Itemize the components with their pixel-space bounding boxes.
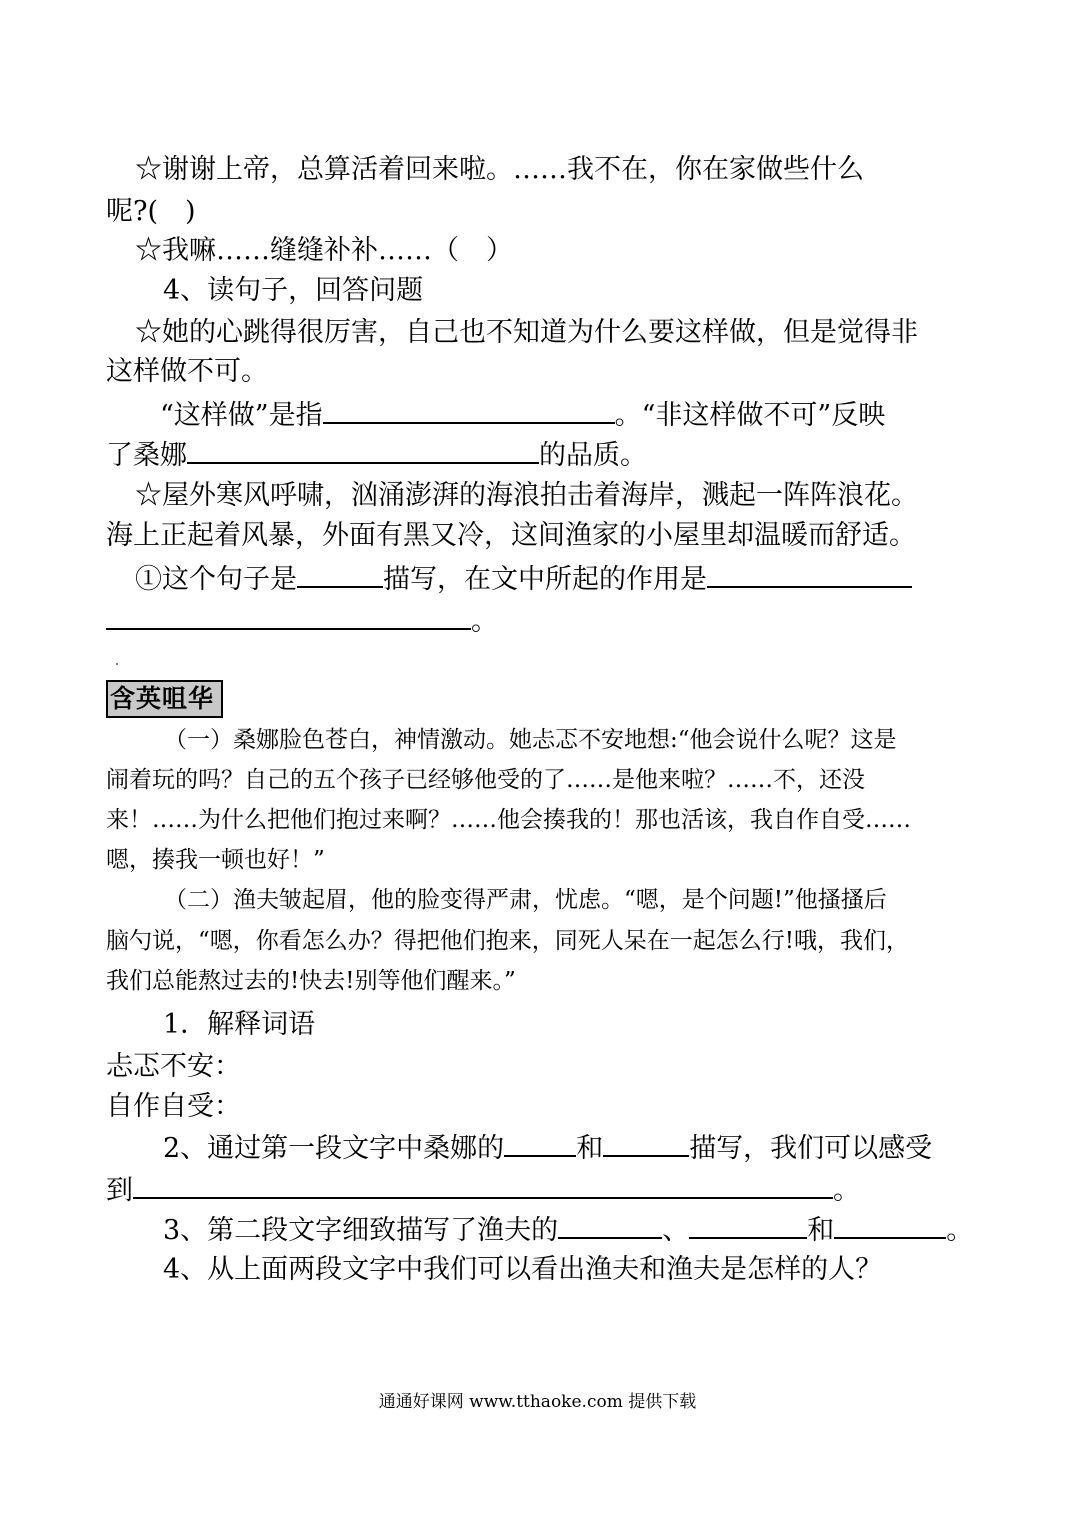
term-line: 忐忑不安： [106,1051,241,1082]
text-line: ☆我嘛……缝缝补补……（ ） [135,235,513,266]
answer-blank[interactable] [504,1129,576,1157]
passage-line: 嗯，揍我一顿也好！” [106,847,325,873]
answer-blank[interactable] [558,1211,662,1239]
text-fragment: 。 [833,1175,860,1206]
text-fragment: 。“非这样做不可”反映 [614,400,886,431]
answer-blank[interactable] [834,1211,946,1239]
answer-blank[interactable] [323,396,615,424]
text-fragment: 了桑娜 [106,440,187,471]
answer-blank[interactable] [133,1171,833,1199]
text-line: ☆屋外寒风呼啸，汹涌澎湃的海浪拍击着海岸，溅起一阵阵浪花。 [135,480,918,511]
fill-in-line [106,436,647,474]
answer-blank[interactable] [689,1211,807,1239]
text-fragment: 。 [946,1215,974,1246]
text-fragment: “这样做”是指 [160,400,323,431]
section-title: 含英咀华 [106,680,223,718]
passage-line: （一）桑娜脸色苍白，神情激动。她忐忑不安地想:“他会说什么呢？这是 [164,727,897,753]
fill-in-line [163,1211,973,1249]
text-fragment: ①这个句子是 [135,564,297,595]
text-line: ☆谢谢上帝，总算活着回来啦。……我不在，你在家做些什么 [135,154,864,185]
answer-blank[interactable] [297,560,383,588]
fill-in-line [163,1129,932,1167]
fill-in-line [135,560,912,598]
text-fragment: 的品质。 [539,440,647,471]
passage-line: 闹着玩的吗？自己的五个孩子已经够他受的了……是他来啦？……不，还没 [106,767,865,793]
text-fragment: 到 [106,1175,133,1206]
passage-line: 来！……为什么把他们抱过来啊？……他会揍我的！那也活该，我自作自受…… [106,807,911,833]
question-title: 1．解释词语 [163,1009,316,1040]
page-footer: 通通好课网 www.tthaoke.com 提供下载 [378,1392,697,1412]
fill-in-line [106,1171,860,1209]
text-line: 呢?( ) [106,196,196,227]
answer-blank[interactable] [106,602,471,630]
text-line: ☆她的心跳得很厉害，自己也不知道为什么要这样做，但是觉得非 [135,317,918,348]
text-line: 这样做不可。 [106,356,268,387]
speck [116,663,118,665]
answer-blank[interactable] [603,1129,689,1157]
text-fragment: 、 [662,1215,690,1246]
passage-line: 我们总能熬过去的!快去!别等他们醒来。” [106,968,516,994]
text-fragment: 描写，在文中所起的作用是 [383,564,707,595]
answer-blank[interactable] [187,436,539,464]
fill-in-line [106,602,498,640]
text-fragment: 和 [807,1215,835,1246]
text-fragment: 3、第二段文字细致描写了渔夫的 [163,1215,559,1246]
answer-blank[interactable] [707,560,912,588]
text-fragment: 2、通过第一段文字中桑娜的 [163,1133,505,1164]
text-fragment: 描写，我们可以感受 [689,1133,933,1164]
passage-line: （二）渔夫皱起眉，他的脸变得严肃，忧虑。“嗯，是个问题!”他搔搔后 [164,887,887,913]
term-line: 自作自受： [106,1091,241,1122]
text-fragment: 和 [576,1133,604,1164]
passage-line: 脑勺说，“嗯，你看怎么办？得把他们抱来，同死人呆在一起怎么行!哦，我们， [106,928,910,954]
question-text: 4、从上面两段文字中我们可以看出渔夫和渔夫是怎样的人？ [163,1254,883,1285]
text-fragment: 。 [471,606,498,637]
fill-in-line [160,396,885,434]
text-line: 海上正起着风暴，外面有黑又冷，这间渔家的小屋里却温暖而舒适。 [106,520,916,551]
question-title: 4、读句子，回答问题 [163,275,424,306]
